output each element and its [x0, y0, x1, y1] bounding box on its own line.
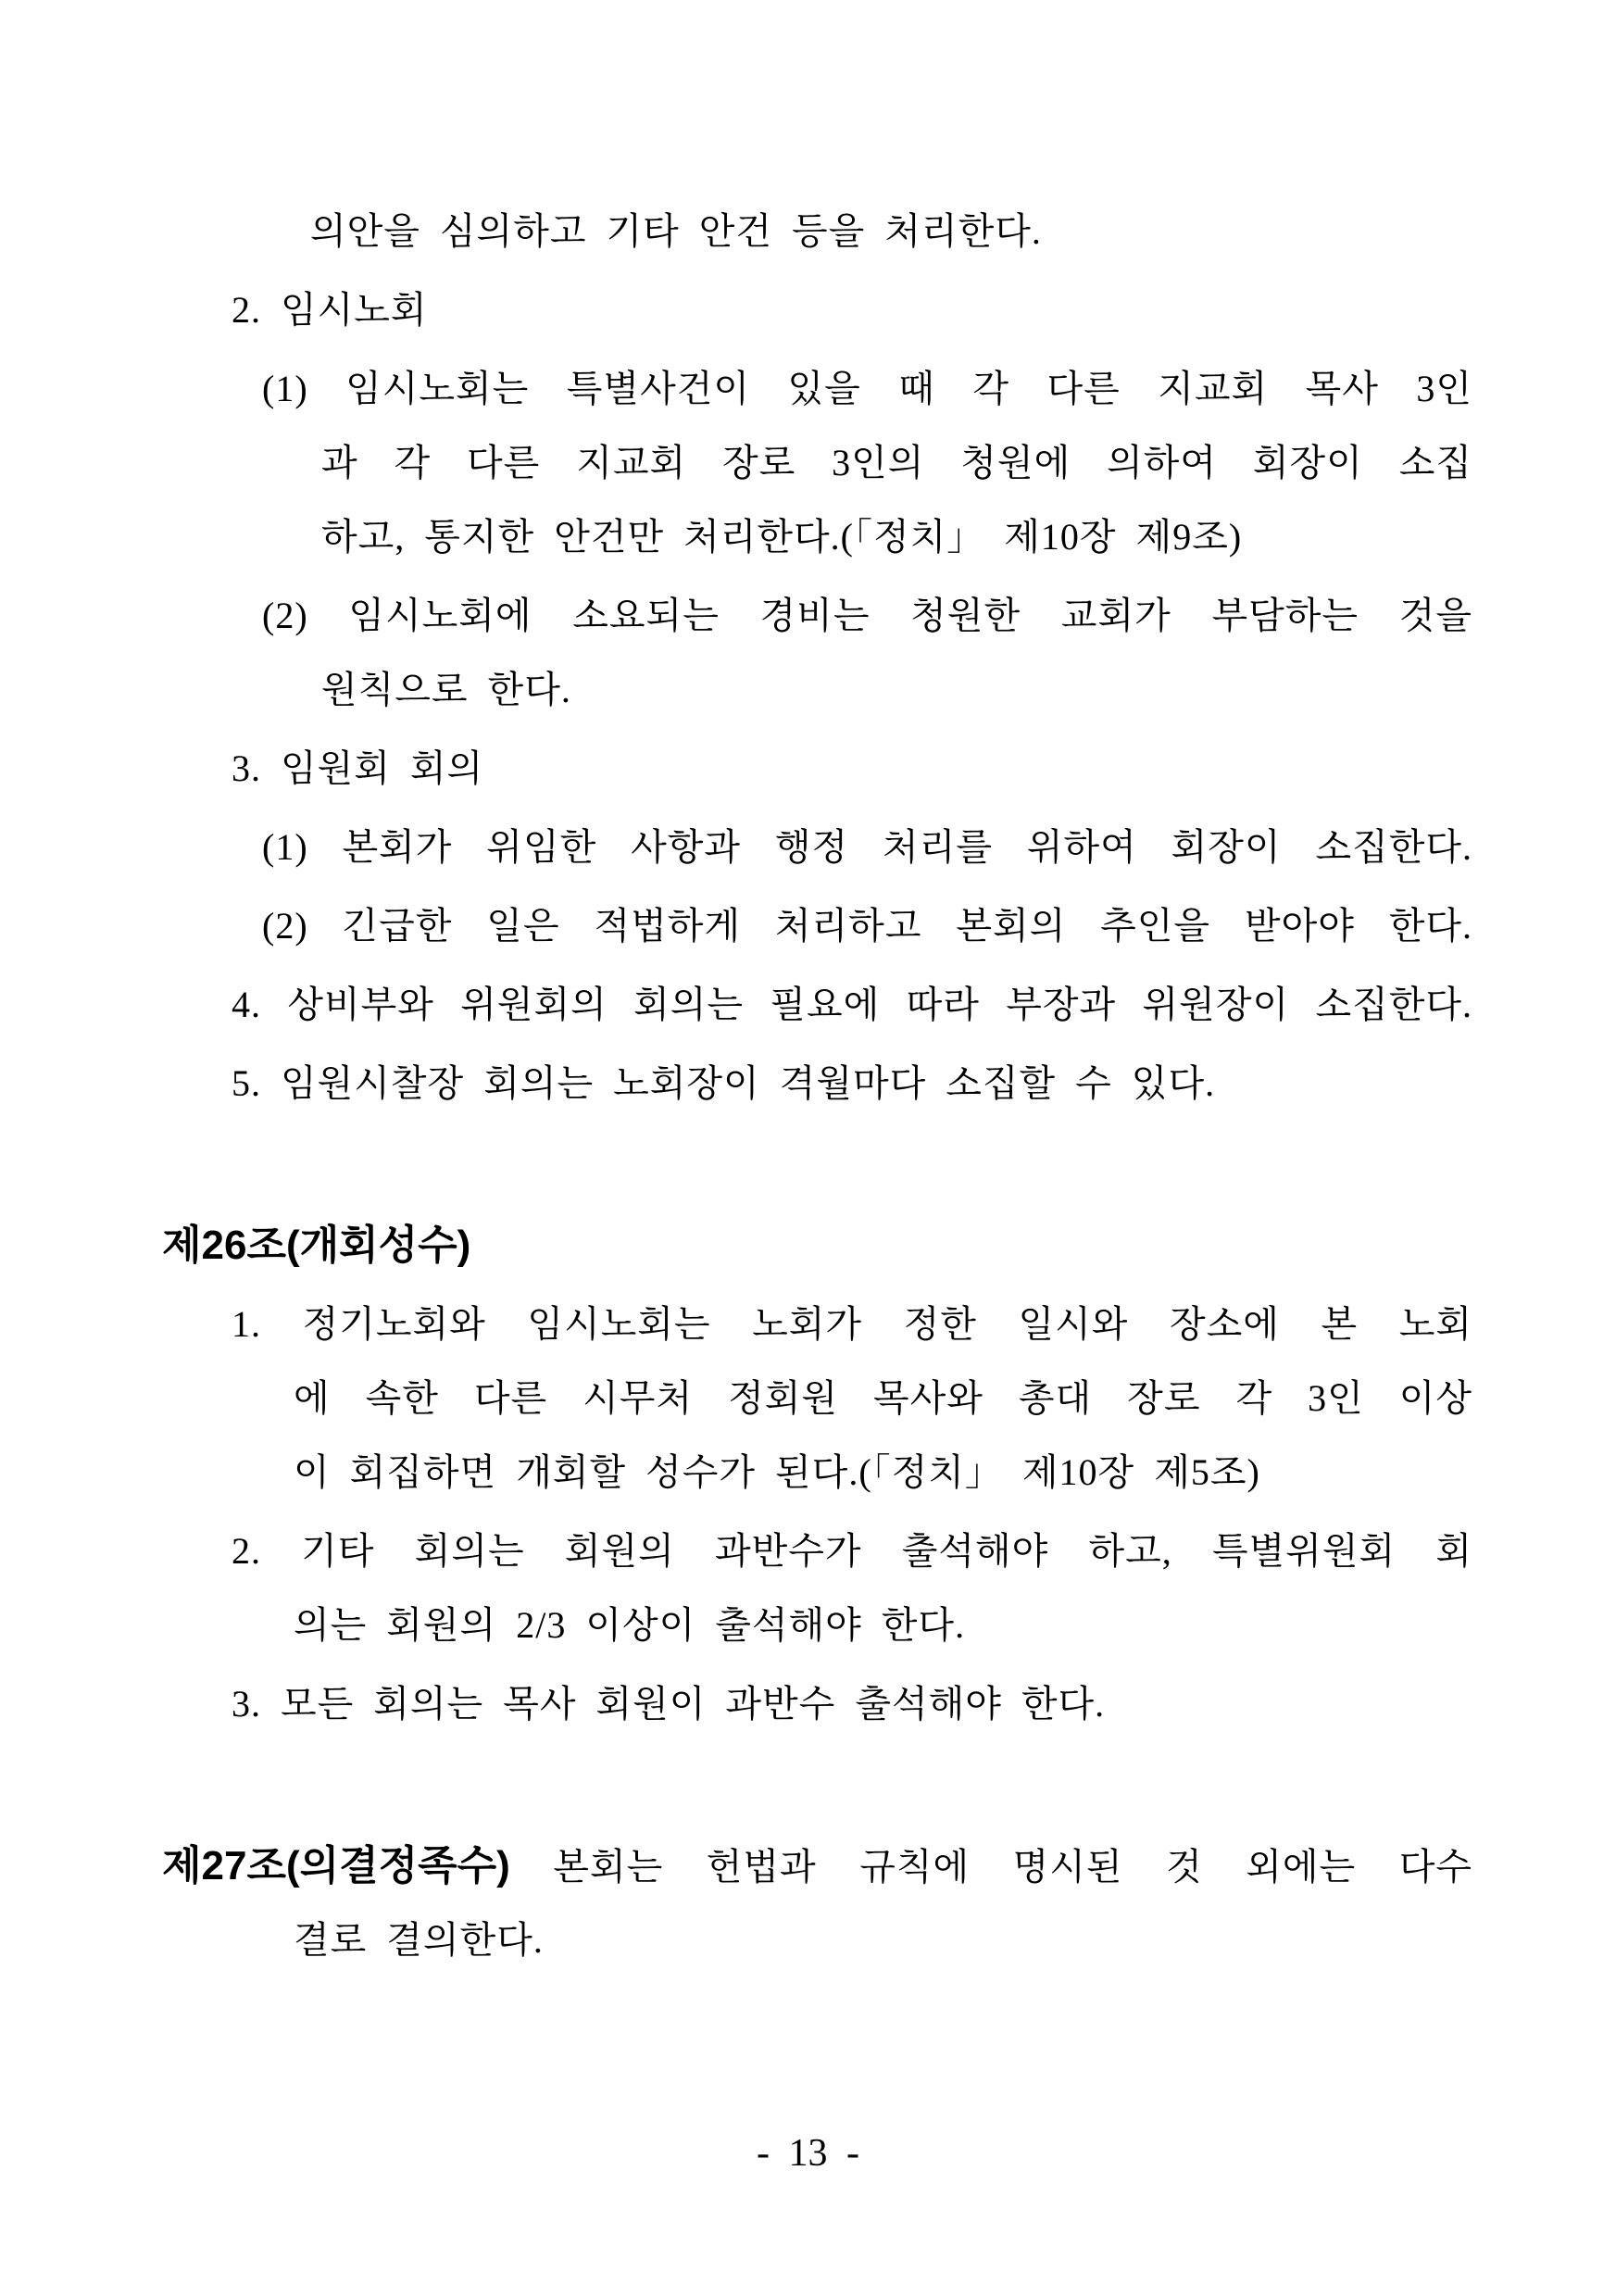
- item-4: 4. 상비부와 위원회의 회의는 필요에 따라 부장과 위원장이 소집한다.: [232, 984, 1472, 1025]
- page-number: - 13 -: [757, 2132, 859, 2175]
- article-27-paragraph: [162, 1829, 1472, 1903]
- item-5: 5. 임원시찰장 회의는 노회장이 격월마다 소집할 수 있다.: [232, 1062, 1216, 1104]
- article-26-item-1-cont-1: 에 속한 다른 시무처 정회원 목사와 총대 장로 각 3인 이상: [294, 1377, 1472, 1419]
- item-2-sub-1-cont-2: 하고, 통지한 안건만 처리한다.(「정치」 제10장 제9조): [321, 516, 1243, 558]
- item-2-sub-2: (2) 임시노회에 소요되는 경비는 청원한 교회가 부담하는 것을: [262, 595, 1472, 636]
- item-2-sub-1-cont-1: 과 각 다른 지교회 장로 3인의 청원에 의하여 회장이 소집: [321, 442, 1472, 483]
- article-26-item-1: 1. 정기노회와 임시노회는 노회가 정한 일시와 장소에 본 노회: [232, 1303, 1472, 1345]
- article-26-heading: 제26조(개회성수): [162, 1223, 471, 1268]
- article-26-item-2-cont: 의는 회원의 2/3 이상이 출석해야 한다.: [294, 1604, 966, 1646]
- article-27-text: 본회는 헌법과 규칙에 명시된 것 외에는 다수: [509, 1846, 1472, 1888]
- article-26-item-2: 2. 기타 회의는 회원의 과반수가 출석해야 하고, 특별위원회 회: [232, 1530, 1472, 1572]
- article-26-item-1-cont-2: 이 회집하면 개회할 성수가 된다.(「정치」 제10장 제5조): [294, 1451, 1260, 1493]
- item-3: 3. 임원회 회의: [232, 747, 484, 789]
- item-2-sub-2-cont: 원칙으로 한다.: [321, 669, 571, 710]
- article-27-paragraph-cont: 결로 결의한다.: [294, 1919, 544, 1961]
- line-carryover: 의안을 심의하고 기타 안건 등을 처리한다.: [310, 210, 1042, 252]
- item-2-sub-1: (1) 임시노회는 특별사건이 있을 때 각 다른 지교회 목사 3인: [262, 368, 1472, 409]
- article-26-item-3: 3. 모든 회의는 목사 회원이 과반수 출석해야 한다.: [232, 1683, 1106, 1725]
- article-27-title: 제27조(의결정족수): [162, 1843, 510, 1888]
- item-3-sub-1: (1) 본회가 위임한 사항과 행정 처리를 위하여 회장이 소집한다.: [262, 826, 1472, 868]
- item-2: 2. 임시노회: [232, 289, 428, 331]
- item-3-sub-2: (2) 긴급한 일은 적법하게 처리하고 본회의 추인을 받아야 한다.: [262, 905, 1472, 947]
